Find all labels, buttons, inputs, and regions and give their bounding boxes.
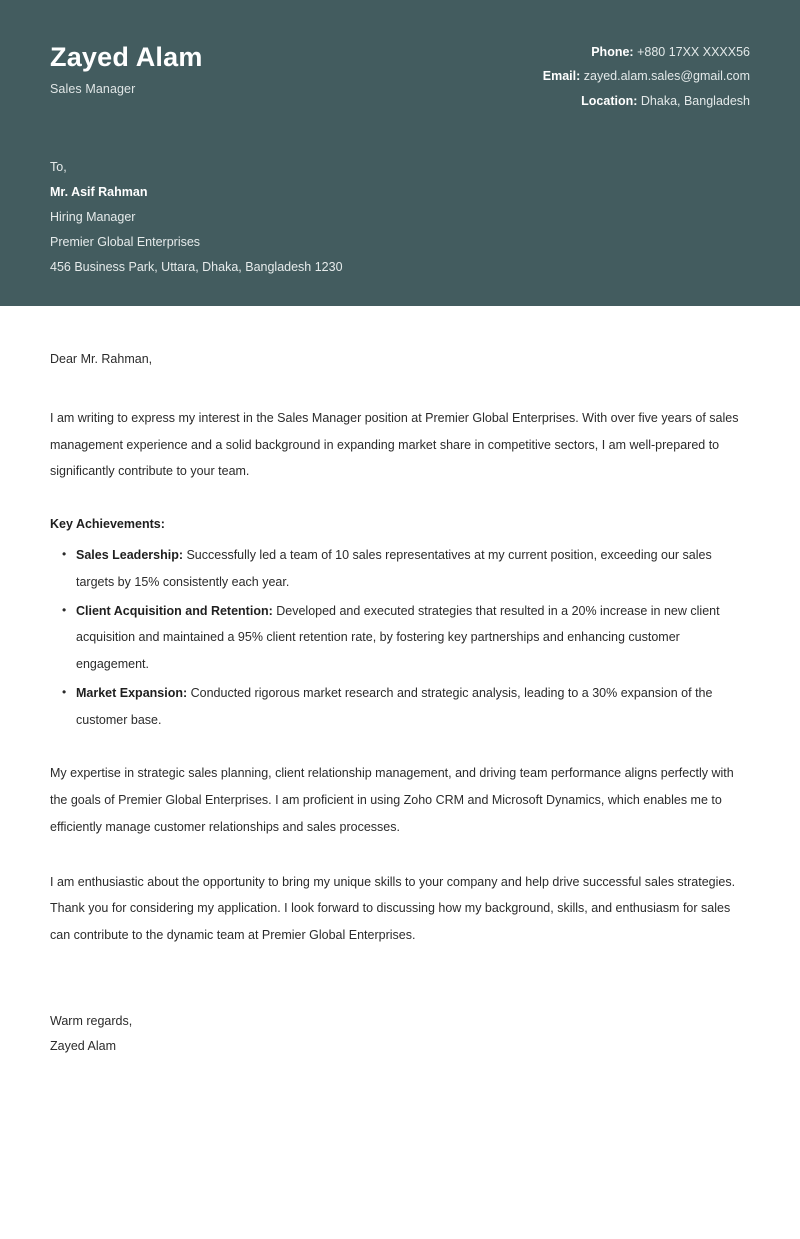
contact-email-label: Email: — [542, 69, 581, 84]
achievements-heading: Key Achievements: — [50, 517, 165, 532]
header-top-row — [50, 38, 750, 113]
achievement-text: Conducted rigorous market research and strategic analysis, leading to a 30% expansion of the customer base. — [76, 686, 713, 727]
contact-email — [543, 64, 750, 88]
contact-email-value: zayed.alam.sales@gmail.com — [583, 69, 750, 84]
expertise-paragraph: My expertise in strategic sales planning, client relationship management, and driving team performance aligns perfectly with the goals of Premier Global Enterprises. I am proficient in using Zoho CRM and Microsoft Dynamics, which enables me to efficiently manage customer relationships and sales processes. — [50, 765, 734, 834]
letter-body — [0, 306, 800, 1239]
letter-header — [0, 0, 800, 306]
recipient-title: Hiring Manager — [50, 210, 136, 225]
sender-role: Sales Manager — [50, 82, 136, 97]
achievement-text: Successfully led a team of 10 sales representatives at my current position, exceeding our sales targets by 15% consistently each year. — [76, 547, 712, 589]
recipient-address: 456 Business Park, Uttara, Dhaka, Bangladesh 1230 — [50, 260, 343, 275]
contact-phone-value: +880 17XX XXXX56 — [637, 45, 750, 59]
contact-location-label: Location: — [581, 93, 638, 108]
page-bottom-whitespace — [50, 1059, 750, 1239]
contact-phone — [543, 40, 750, 64]
signoff-block — [50, 1009, 750, 1059]
list-item — [76, 680, 750, 734]
contact-location — [543, 89, 750, 113]
recipient-name: Mr. Asif Rahman — [50, 185, 148, 200]
signature-name: Zayed Alam — [50, 1039, 117, 1054]
achievement-label: Client Acquisition and Retention: — [76, 603, 273, 618]
sender-name: Zayed Alam — [50, 42, 203, 72]
closing-paragraph: I am enthusiastic about the opportunity to bring my unique skills to your company and help drive successful sales strategies. Thank you for considering my application. I look forward to discussing how my background, skills, and enthusiasm for sales can contribute to the dynamic team at Premier Global Enterprises. — [50, 874, 736, 943]
achievement-label: Market Expansion: — [76, 686, 188, 701]
contact-phone-label: Phone: — [591, 45, 634, 59]
achievements-list — [50, 542, 750, 734]
list-item — [76, 542, 750, 596]
recipient-to-line: To, — [50, 160, 67, 175]
sender-identity — [50, 38, 203, 96]
list-item — [76, 598, 750, 679]
achievement-label: Sales Leadership: — [76, 547, 183, 562]
signoff-text: Warm regards, — [50, 1014, 133, 1029]
contact-location-value: Dhaka, Bangladesh — [640, 93, 750, 108]
recipient-company: Premier Global Enterprises — [50, 235, 201, 250]
achievement-text: Developed and executed strategies that resulted in a 20% increase in new client acquisition and maintained a 95% client retention rate, by fostering key partnerships and enhancing customer engagement. — [76, 603, 720, 672]
salutation: Dear Mr. Rahman, — [50, 352, 153, 367]
recipient-block — [50, 155, 750, 280]
intro-paragraph: I am writing to express my interest in the Sales Manager position at Premier Global Enterprises. With over five years of sales management experience and a solid background in expanding market share in competitive sectors, I am well-prepared to significantly contribute to your team. — [50, 410, 739, 479]
contact-block — [543, 38, 750, 113]
